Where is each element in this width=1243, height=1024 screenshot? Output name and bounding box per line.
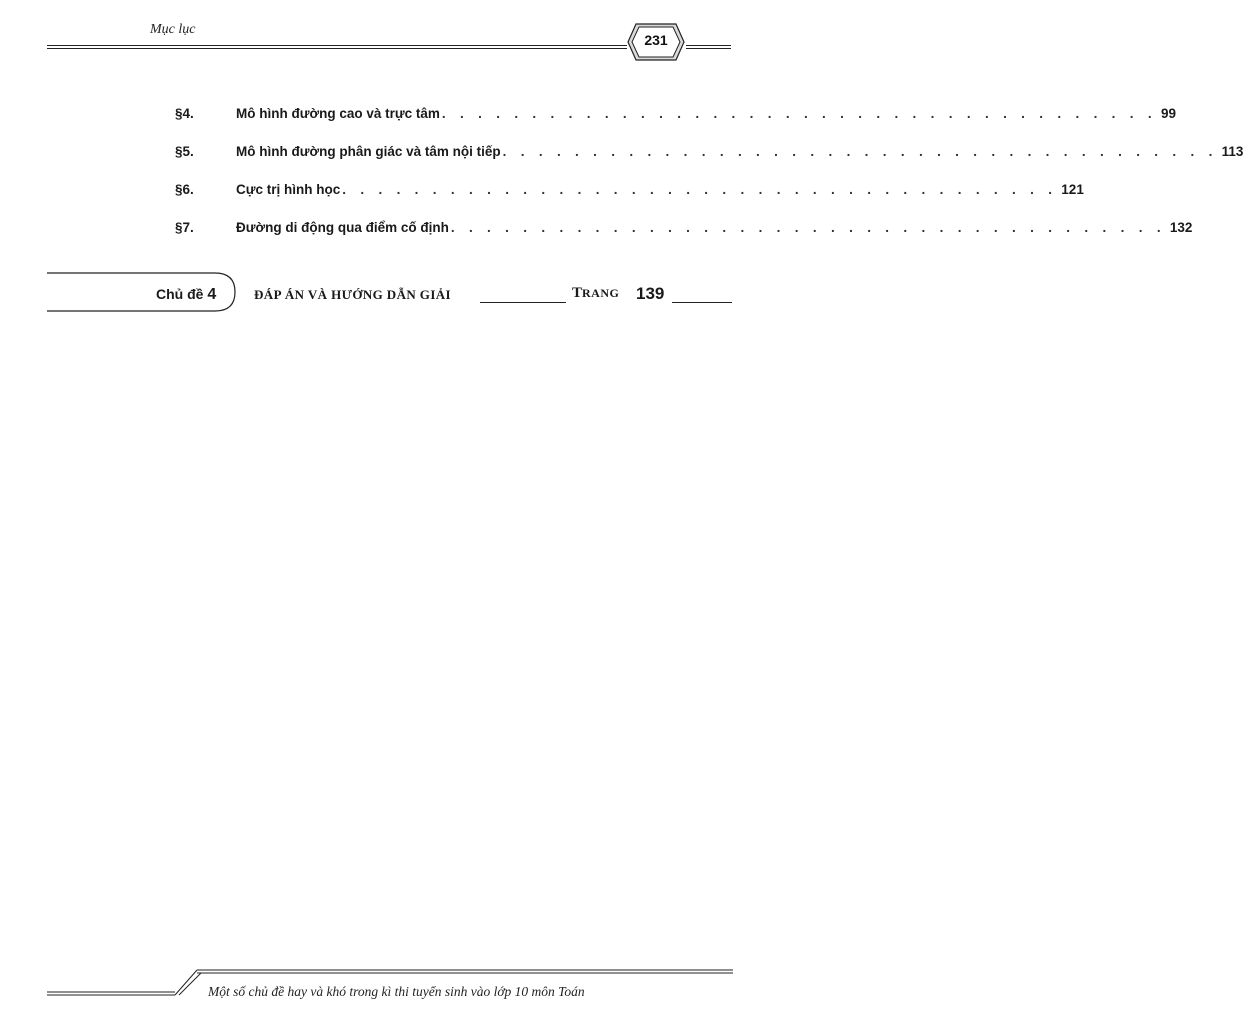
- toc-entry-page: 99: [1160, 106, 1176, 121]
- trang-label-initial: T: [572, 285, 583, 301]
- footer-book-title: Một số chủ đề hay và khó trong kì thi tuyển sinh vào lớp 10 môn Toán: [208, 984, 585, 999]
- toc-entry-number: §5.: [175, 144, 194, 159]
- toc-leader-dots: . . . . . . . . . . . . . . . . . . . . . . . . . . . . . . . . . . . . . . . .: [342, 182, 1058, 197]
- toc-entry[interactable]: [0, 220, 1193, 242]
- chapter-rule-end: [672, 302, 732, 303]
- running-header-title: Mục lục: [150, 22, 196, 37]
- toc-entry-title: Đường di động qua điểm cố định: [236, 220, 449, 235]
- page-number: 231: [644, 32, 668, 48]
- chapter-rule: [480, 302, 566, 303]
- trang-label: [572, 285, 619, 302]
- toc-entry-page: 121: [1061, 182, 1084, 197]
- toc-entry-page: 132: [1169, 220, 1193, 235]
- toc-entry[interactable]: [0, 144, 1243, 166]
- header-rule-right-top: [686, 45, 731, 46]
- toc-entry-title: Mô hình đường phân giác và tâm nội tiếp: [236, 144, 501, 159]
- chapter-label-text: Chủ đề: [156, 286, 204, 302]
- toc-entry-title: Mô hình đường cao và trực tâm: [236, 106, 440, 121]
- header-rule-top: [47, 45, 627, 46]
- header-rule-right-bottom: [686, 48, 731, 49]
- toc-entry[interactable]: [0, 182, 1084, 204]
- toc-entry-page: 113: [1221, 144, 1243, 159]
- toc-entry[interactable]: [0, 106, 1176, 128]
- toc-entry-number: §7.: [175, 220, 194, 235]
- toc-entry-title: Cực trị hình học: [236, 182, 341, 197]
- chapter-page-number: 139: [636, 284, 665, 303]
- chapter-label[interactable]: [156, 286, 216, 304]
- chapter-number: 4: [207, 286, 217, 303]
- toc-leader-dots: . . . . . . . . . . . . . . . . . . . . . . . . . . . . . . . . . . . . . . . .: [441, 106, 1157, 121]
- toc-leader-dots: . . . . . . . . . . . . . . . . . . . . . . . . . . . . . . . . . . . . . . . .: [450, 220, 1166, 235]
- toc-leader-dots: . . . . . . . . . . . . . . . . . . . . . . . . . . . . . . . . . . . . . . . .: [502, 144, 1218, 159]
- chapter-heading[interactable]: ĐÁP ÁN VÀ HƯỚNG DẪN GIẢI: [254, 287, 452, 302]
- header-rule-bottom: [47, 48, 627, 49]
- trang-label-rest: RANG: [582, 286, 620, 300]
- toc-entry-number: §6.: [175, 182, 194, 197]
- toc-entry-number: §4.: [175, 106, 194, 121]
